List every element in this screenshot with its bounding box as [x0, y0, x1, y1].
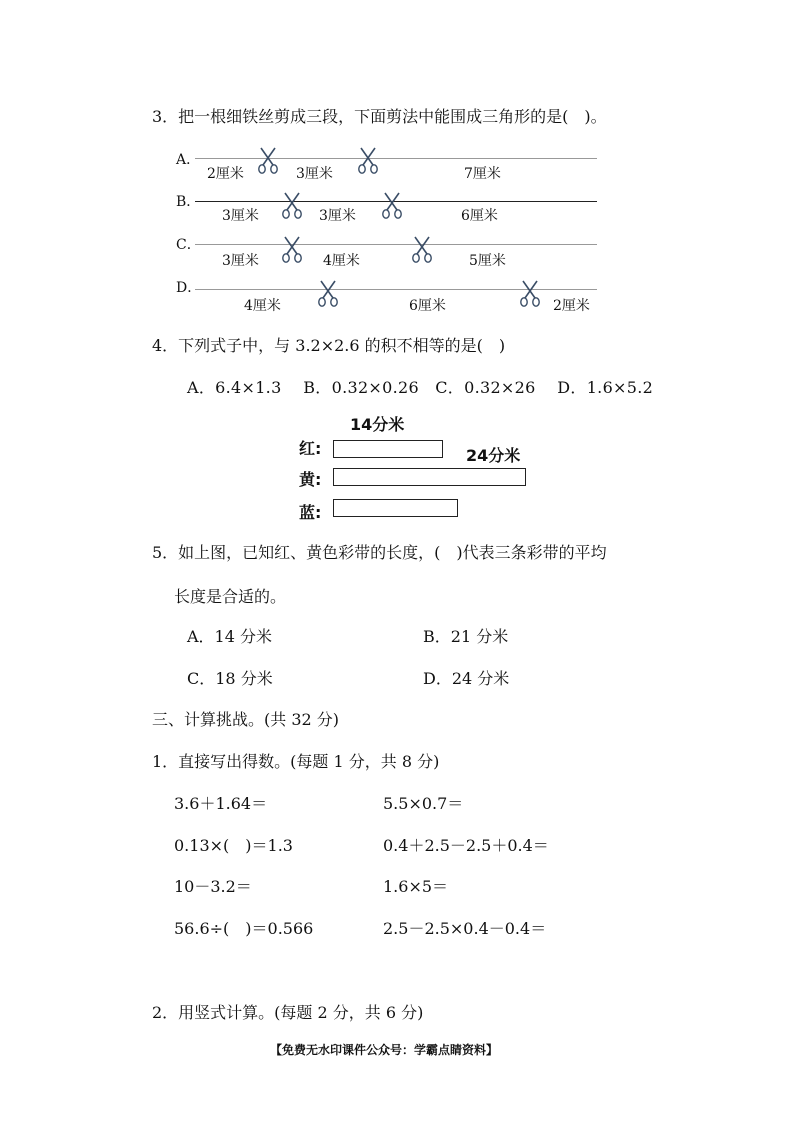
q5-stem-line2: 长度是合适的。 [174, 587, 287, 606]
q5-option-c: C．18 分米 [187, 669, 273, 688]
seg-label: 3厘米 [222, 253, 259, 269]
q3-stem: 3．把一根细铁丝剪成三段，下面剪法中能围成三角形的是( )。 [152, 107, 607, 126]
q5-option-d: D．24 分米 [423, 669, 510, 688]
option-c-letter: C． [176, 237, 201, 253]
q5-stem-line1: 5．如上图，已知红、黄色彩带的长度，( )代表三条彩带的平均 [152, 543, 607, 562]
red-ribbon [333, 440, 443, 458]
red-label: 红: [299, 439, 322, 458]
yellow-label: 黄: [299, 470, 322, 489]
q1-title: 1．直接写出得数。(每题 1 分，共 8 分) [152, 752, 440, 771]
q4-options: A．6.4×1.3 B．0.32×0.26 C．0.32×26 D．1.6×5.2 [187, 378, 654, 397]
calc-right-1: 5.5×0.7＝ [383, 794, 464, 813]
scissors-icon [317, 280, 339, 308]
scissors-icon [281, 236, 303, 264]
scissors-icon [411, 236, 433, 264]
calc-left-2: 0.13×( )＝1.3 [174, 836, 293, 855]
section3-title: 三、计算挑战。(共 32 分) [152, 710, 340, 729]
q2-title: 2．用竖式计算。(每题 2 分，共 6 分) [152, 1003, 424, 1022]
seg-label: 2厘米 [553, 298, 590, 314]
wire-a [195, 158, 597, 159]
scissors-icon [257, 147, 279, 175]
calc-right-2: 0.4＋2.5－2.5＋0.4＝ [383, 836, 549, 855]
calc-left-3: 10－3.2＝ [174, 877, 252, 896]
footer-note: 【免费无水印课件公众号：学霸点睛资料】 [270, 1043, 499, 1057]
q5-option-a: A．14 分米 [187, 627, 273, 646]
option-b-letter: B． [176, 194, 201, 210]
calc-left-1: 3.6＋1.64＝ [174, 794, 268, 813]
option-d-letter: D． [176, 280, 202, 296]
calc-right-3: 1.6×5＝ [383, 877, 449, 896]
scissors-icon [381, 192, 403, 220]
seg-label: 4厘米 [244, 298, 281, 314]
seg-label: 3厘米 [296, 166, 333, 182]
seg-label: 5厘米 [469, 253, 506, 269]
scissors-icon [281, 192, 303, 220]
q5-option-b: B．21 分米 [423, 627, 509, 646]
wire-c [195, 244, 597, 245]
yellow-length-label: 24分米 [466, 446, 521, 465]
blue-label: 蓝: [299, 503, 322, 522]
scissors-icon [357, 147, 379, 175]
red-length-label: 14分米 [350, 415, 405, 434]
option-a-letter: A． [176, 152, 201, 168]
calc-right-4: 2.5－2.5×0.4－0.4＝ [383, 919, 547, 938]
seg-label: 2厘米 [207, 166, 244, 182]
blue-ribbon [333, 499, 458, 517]
q4-stem: 4．下列式子中，与 3.2×2.6 的积不相等的是( ) [152, 336, 506, 355]
calc-left-4: 56.6÷( )＝0.566 [174, 919, 314, 938]
seg-label: 4厘米 [323, 253, 360, 269]
seg-label: 7厘米 [464, 166, 501, 182]
seg-label: 6厘米 [409, 298, 446, 314]
seg-label: 3厘米 [319, 208, 356, 224]
seg-label: 3厘米 [222, 208, 259, 224]
scissors-icon [519, 280, 541, 308]
yellow-ribbon [333, 468, 526, 486]
seg-label: 6厘米 [461, 208, 498, 224]
